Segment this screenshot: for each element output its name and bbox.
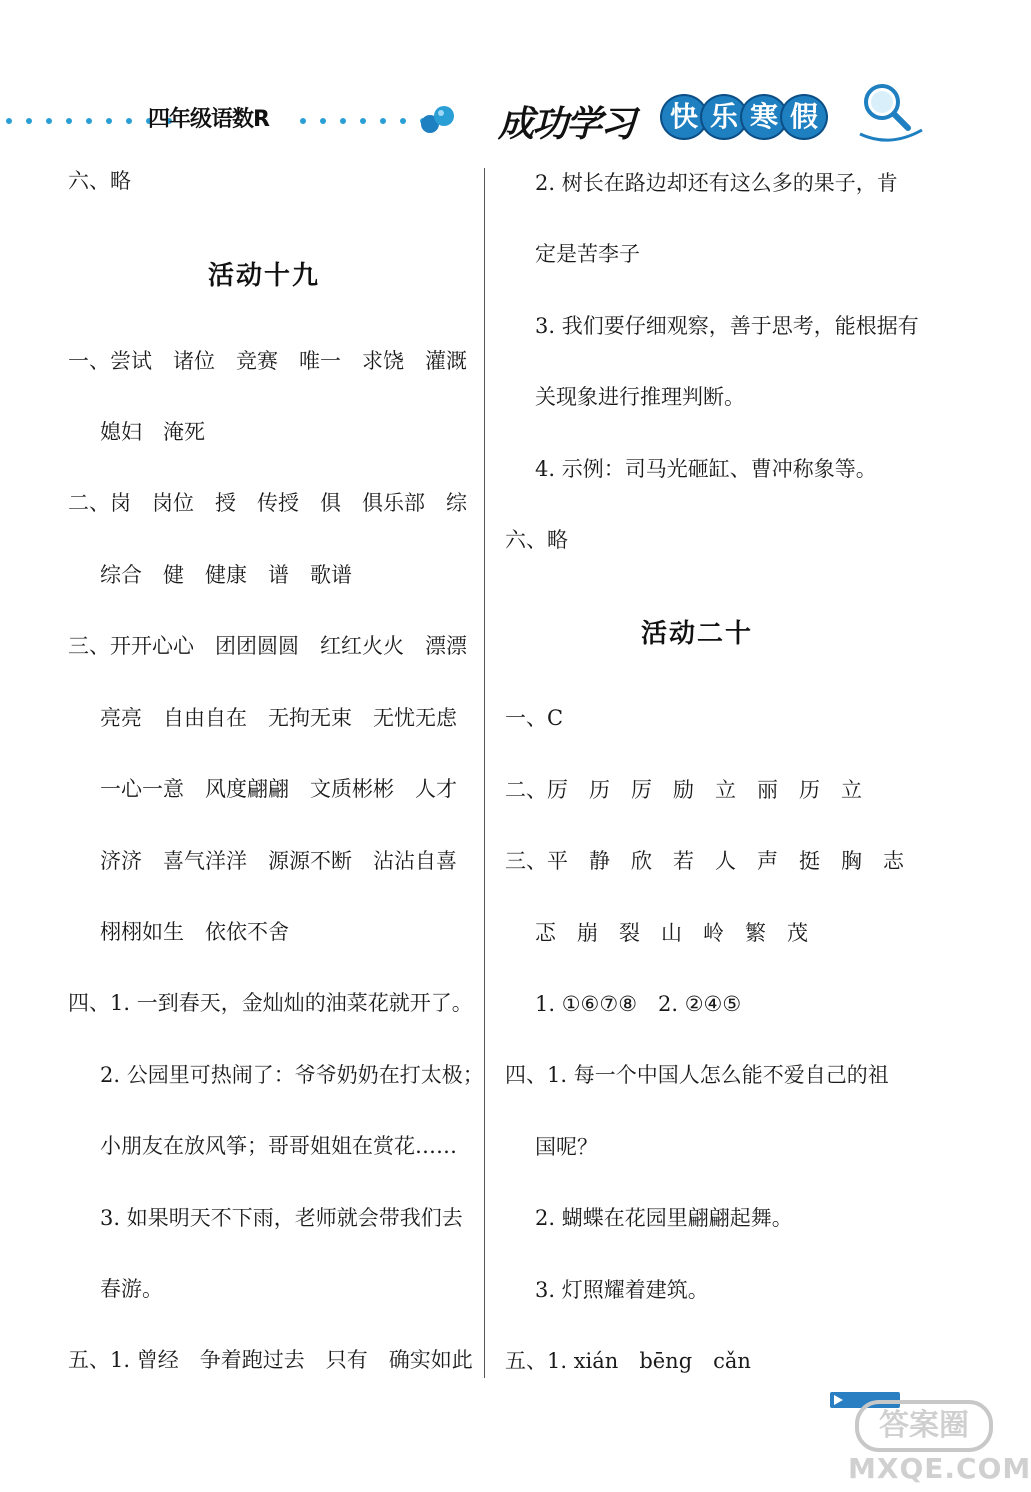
right-line-14: 2. 蝴蝶在花园里翩翩起舞。 xyxy=(535,1206,793,1230)
left-line-5: 综合 健 健康 谱 歌谱 xyxy=(100,563,352,587)
right-line-11: 1. ①⑥⑦⑧ 2. ②④⑤ xyxy=(535,992,742,1016)
grade-label: 四年级语数R xyxy=(148,107,269,132)
left-line-2: 一、尝试 诸位 竞赛 唯一 求饶 灌溉 xyxy=(68,349,467,373)
right-line-1: 2. 树长在路边却还有这么多的果子，肯 xyxy=(535,171,898,195)
balls-icon xyxy=(418,102,458,136)
left-line-11: 四、1. 一到春天，金灿灿的油菜花就开了。 xyxy=(68,991,473,1015)
right-line-16: 五、1. xián bēng cǎn xyxy=(505,1349,751,1373)
right-line-8: 二、厉 历 厉 励 立 丽 历 立 xyxy=(505,778,862,802)
watermark-url: MXQE.COM xyxy=(848,1452,1031,1485)
left-line-15: 春游。 xyxy=(100,1277,163,1301)
left-line-10: 栩栩如生 依依不舍 xyxy=(100,920,289,944)
right-line-13: 国呢？ xyxy=(535,1135,598,1159)
badge-jia: 假 xyxy=(780,94,828,140)
left-line-3: 媳妇 淹死 xyxy=(100,420,205,444)
right-line-12: 四、1. 每一个中国人怎么能不爱自己的祖 xyxy=(505,1063,889,1087)
right-line-2: 定是苦李子 xyxy=(535,242,640,266)
right-line-6: 六、略 xyxy=(505,528,568,552)
left-line-6: 三、开开心心 团团圆圆 红红火火 漂漂 xyxy=(68,634,467,658)
watermark-logo: 答案圈 xyxy=(855,1400,993,1452)
badge-kuai: 快 xyxy=(660,94,708,140)
left-line-1: 六、略 xyxy=(68,169,131,193)
page-header xyxy=(0,92,1000,152)
right-line-4: 关现象进行推理判断。 xyxy=(535,385,745,409)
right-line-7: 一、C xyxy=(505,706,564,730)
left-line-14: 3. 如果明天不下雨，老师就会带我们去 xyxy=(100,1206,463,1230)
left-line-12: 2. 公园里可热闹了：爷爷奶奶在打太极； xyxy=(100,1063,484,1087)
column-divider xyxy=(484,168,485,1378)
left-line-4: 二、岗 岗位 授 传授 俱 俱乐部 综 xyxy=(68,491,467,515)
right-line-15: 3. 灯照耀着建筑。 xyxy=(535,1278,709,1302)
left-line-7: 亮亮 自由自在 无拘无束 无忧无虑 xyxy=(100,706,457,730)
badge-han: 寒 xyxy=(740,94,788,140)
right-line-9: 三、平 静 欣 若 人 声 挺 胸 志 xyxy=(505,849,904,873)
section-title-20: 活动二十 xyxy=(641,619,754,649)
right-line-10: 忑 崩 裂 山 岭 繁 茂 xyxy=(535,921,808,945)
right-line-3: 3. 我们要仔细观察，善于思考，能根据有 xyxy=(535,314,919,338)
brand-title: 成功学习 xyxy=(498,104,635,145)
left-line-16: 五、1. 曾经 争着跑过去 只有 确实如此 xyxy=(68,1348,473,1372)
left-line-8: 一心一意 风度翩翩 文质彬彬 人才 xyxy=(100,777,457,801)
decorative-dots-right xyxy=(300,118,426,124)
badge-le: 乐 xyxy=(700,94,748,140)
left-line-9: 济济 喜气洋洋 源源不断 沾沾自喜 xyxy=(100,849,457,873)
left-line-13: 小朋友在放风筝；哥哥姐姐在赏花…… xyxy=(100,1134,457,1158)
magnifier-mascot-icon xyxy=(850,78,930,148)
section-title-19: 活动十九 xyxy=(208,261,321,291)
right-line-5: 4. 示例：司马光砸缸、曹冲称象等。 xyxy=(535,457,877,481)
